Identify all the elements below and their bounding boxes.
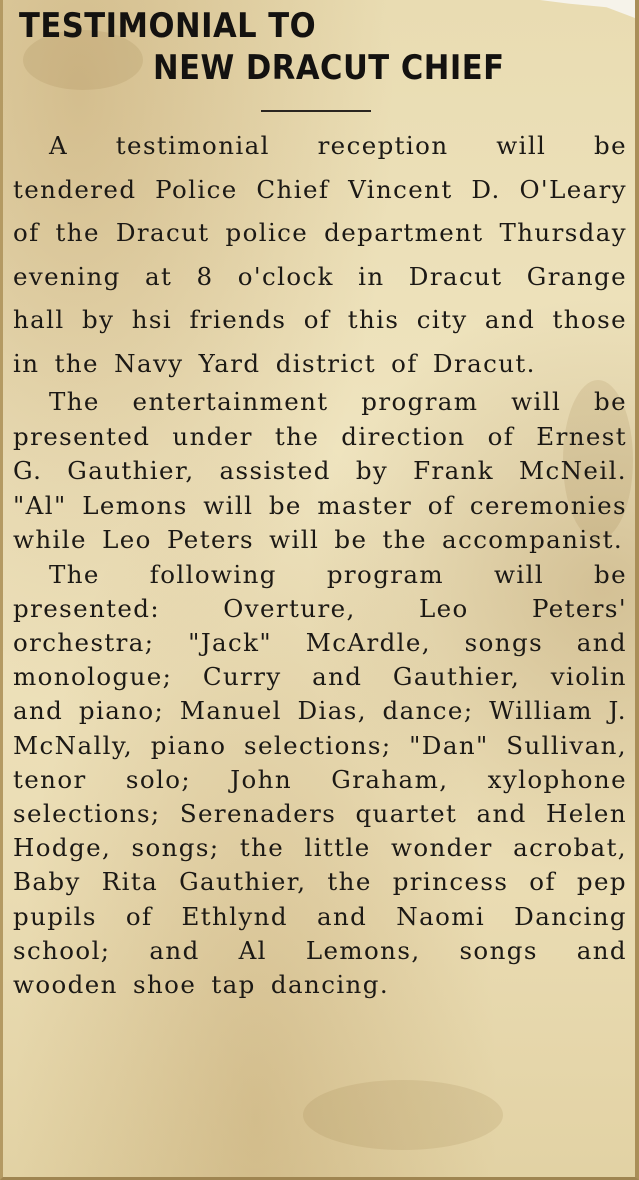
headline-divider xyxy=(261,110,371,112)
torn-corner xyxy=(540,0,635,18)
article-paragraph-3: The following program will be presented: Overture, Leo Peters' orchestra; "Jack" McArdle, songs and monologue; Curry and Gauthier, violin and piano; Manuel Dias, dance; William J. McNally, piano selections; "Dan" Sullivan, tenor solo; John Graham, xylophone selections; Serenaders quartet and Helen Hodge, songs; the little wonder acrobat, Baby Rita Gauthier, the princess of pep pupils of Ethlynd and Naomi Dancing school; and Al Lemons, songs and wooden shoe tap dancing. xyxy=(13,559,627,999)
headline-line-1: TESTIMONIAL TO xyxy=(19,6,317,46)
article-paragraph-2: The entertainment program will be presented under the direction of Ernest G. Gauthier, assisted by Frank McNeil. "Al" Lemons will be master of ceremonies while Leo Peters will be the accompanist. xyxy=(13,387,627,554)
article-paragraph-1: A testimonial reception will be tendered Police Chief Vincent D. O'Leary of the Dracut police department Thursday evening at 8 o'clock in Dracut Grange hall by hsi friends of this city and those in the Navy Yard district of Dracut. xyxy=(13,131,627,378)
headline-line-2: NEW DRACUT CHIEF xyxy=(153,48,505,88)
paper-stain xyxy=(303,1080,503,1150)
article-body xyxy=(13,124,627,1002)
